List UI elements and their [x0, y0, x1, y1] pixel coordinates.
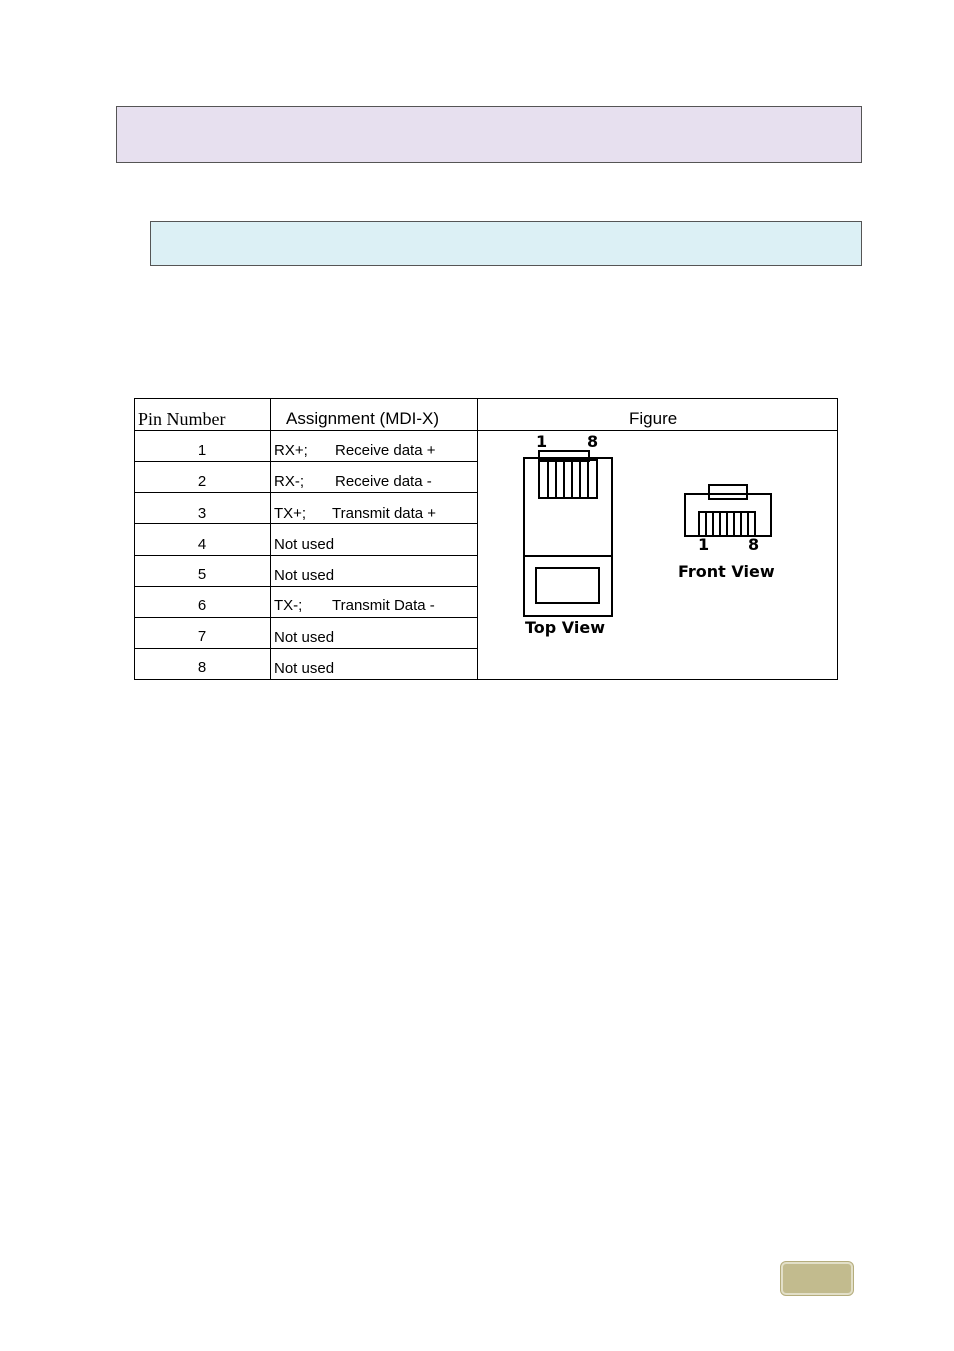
pin-number-cell: 5	[197, 566, 207, 583]
top-view-label: Top View	[525, 618, 606, 637]
front-view-pin-8-label: 8	[748, 535, 760, 554]
front-view-pin-1-label: 1	[698, 535, 710, 554]
signal-cell: Not used	[274, 629, 335, 646]
header-assignment: Assignment (MDI-X)	[286, 409, 440, 428]
row-divider	[134, 555, 478, 556]
description-cell: Transmit data +	[332, 505, 437, 522]
rj45-top-view-icon	[519, 446, 619, 621]
top-view-pin-1-label: 1	[536, 432, 548, 451]
description-cell: Receive data -	[335, 473, 432, 490]
pin-number-cell: 2	[197, 473, 207, 490]
signal-cell: TX+;	[274, 505, 307, 522]
table-border-bottom	[134, 679, 838, 680]
pin-number-cell: 1	[197, 442, 207, 459]
row-divider	[134, 648, 478, 649]
header-pin-number: Pin Number	[138, 409, 226, 429]
header-figure: Figure	[629, 409, 678, 428]
pin-assignment-table	[134, 398, 838, 680]
pin-number-cell: 7	[197, 628, 207, 645]
column-divider-1	[270, 398, 271, 680]
pin-number-cell: 6	[197, 597, 207, 614]
row-divider	[134, 461, 478, 462]
signal-cell: TX-;	[274, 597, 303, 614]
signal-cell: Not used	[274, 567, 335, 584]
rj45-front-view-icon	[679, 481, 779, 541]
pin-number-cell: 3	[197, 505, 207, 522]
section-heading-bar	[116, 106, 862, 163]
page-number-badge	[781, 1262, 853, 1295]
front-view-label: Front View	[678, 562, 775, 581]
pin-number-cell: 4	[197, 536, 207, 553]
row-divider	[134, 586, 478, 587]
row-divider	[134, 617, 478, 618]
table-border-right	[837, 398, 838, 680]
table-border-top	[134, 398, 838, 399]
pin-number-cell: 8	[197, 659, 207, 676]
top-view-pin-8-label: 8	[587, 432, 599, 451]
signal-cell: RX+;	[274, 442, 308, 459]
row-divider	[134, 523, 478, 524]
signal-cell: RX-;	[274, 473, 304, 490]
description-cell: Receive data +	[335, 442, 436, 459]
row-divider	[134, 492, 478, 493]
header-divider	[134, 430, 838, 431]
signal-cell: Not used	[274, 660, 335, 677]
column-divider-2	[477, 398, 478, 680]
description-cell: Transmit Data -	[332, 597, 435, 614]
signal-cell: Not used	[274, 536, 335, 553]
subsection-heading-bar	[150, 221, 862, 266]
